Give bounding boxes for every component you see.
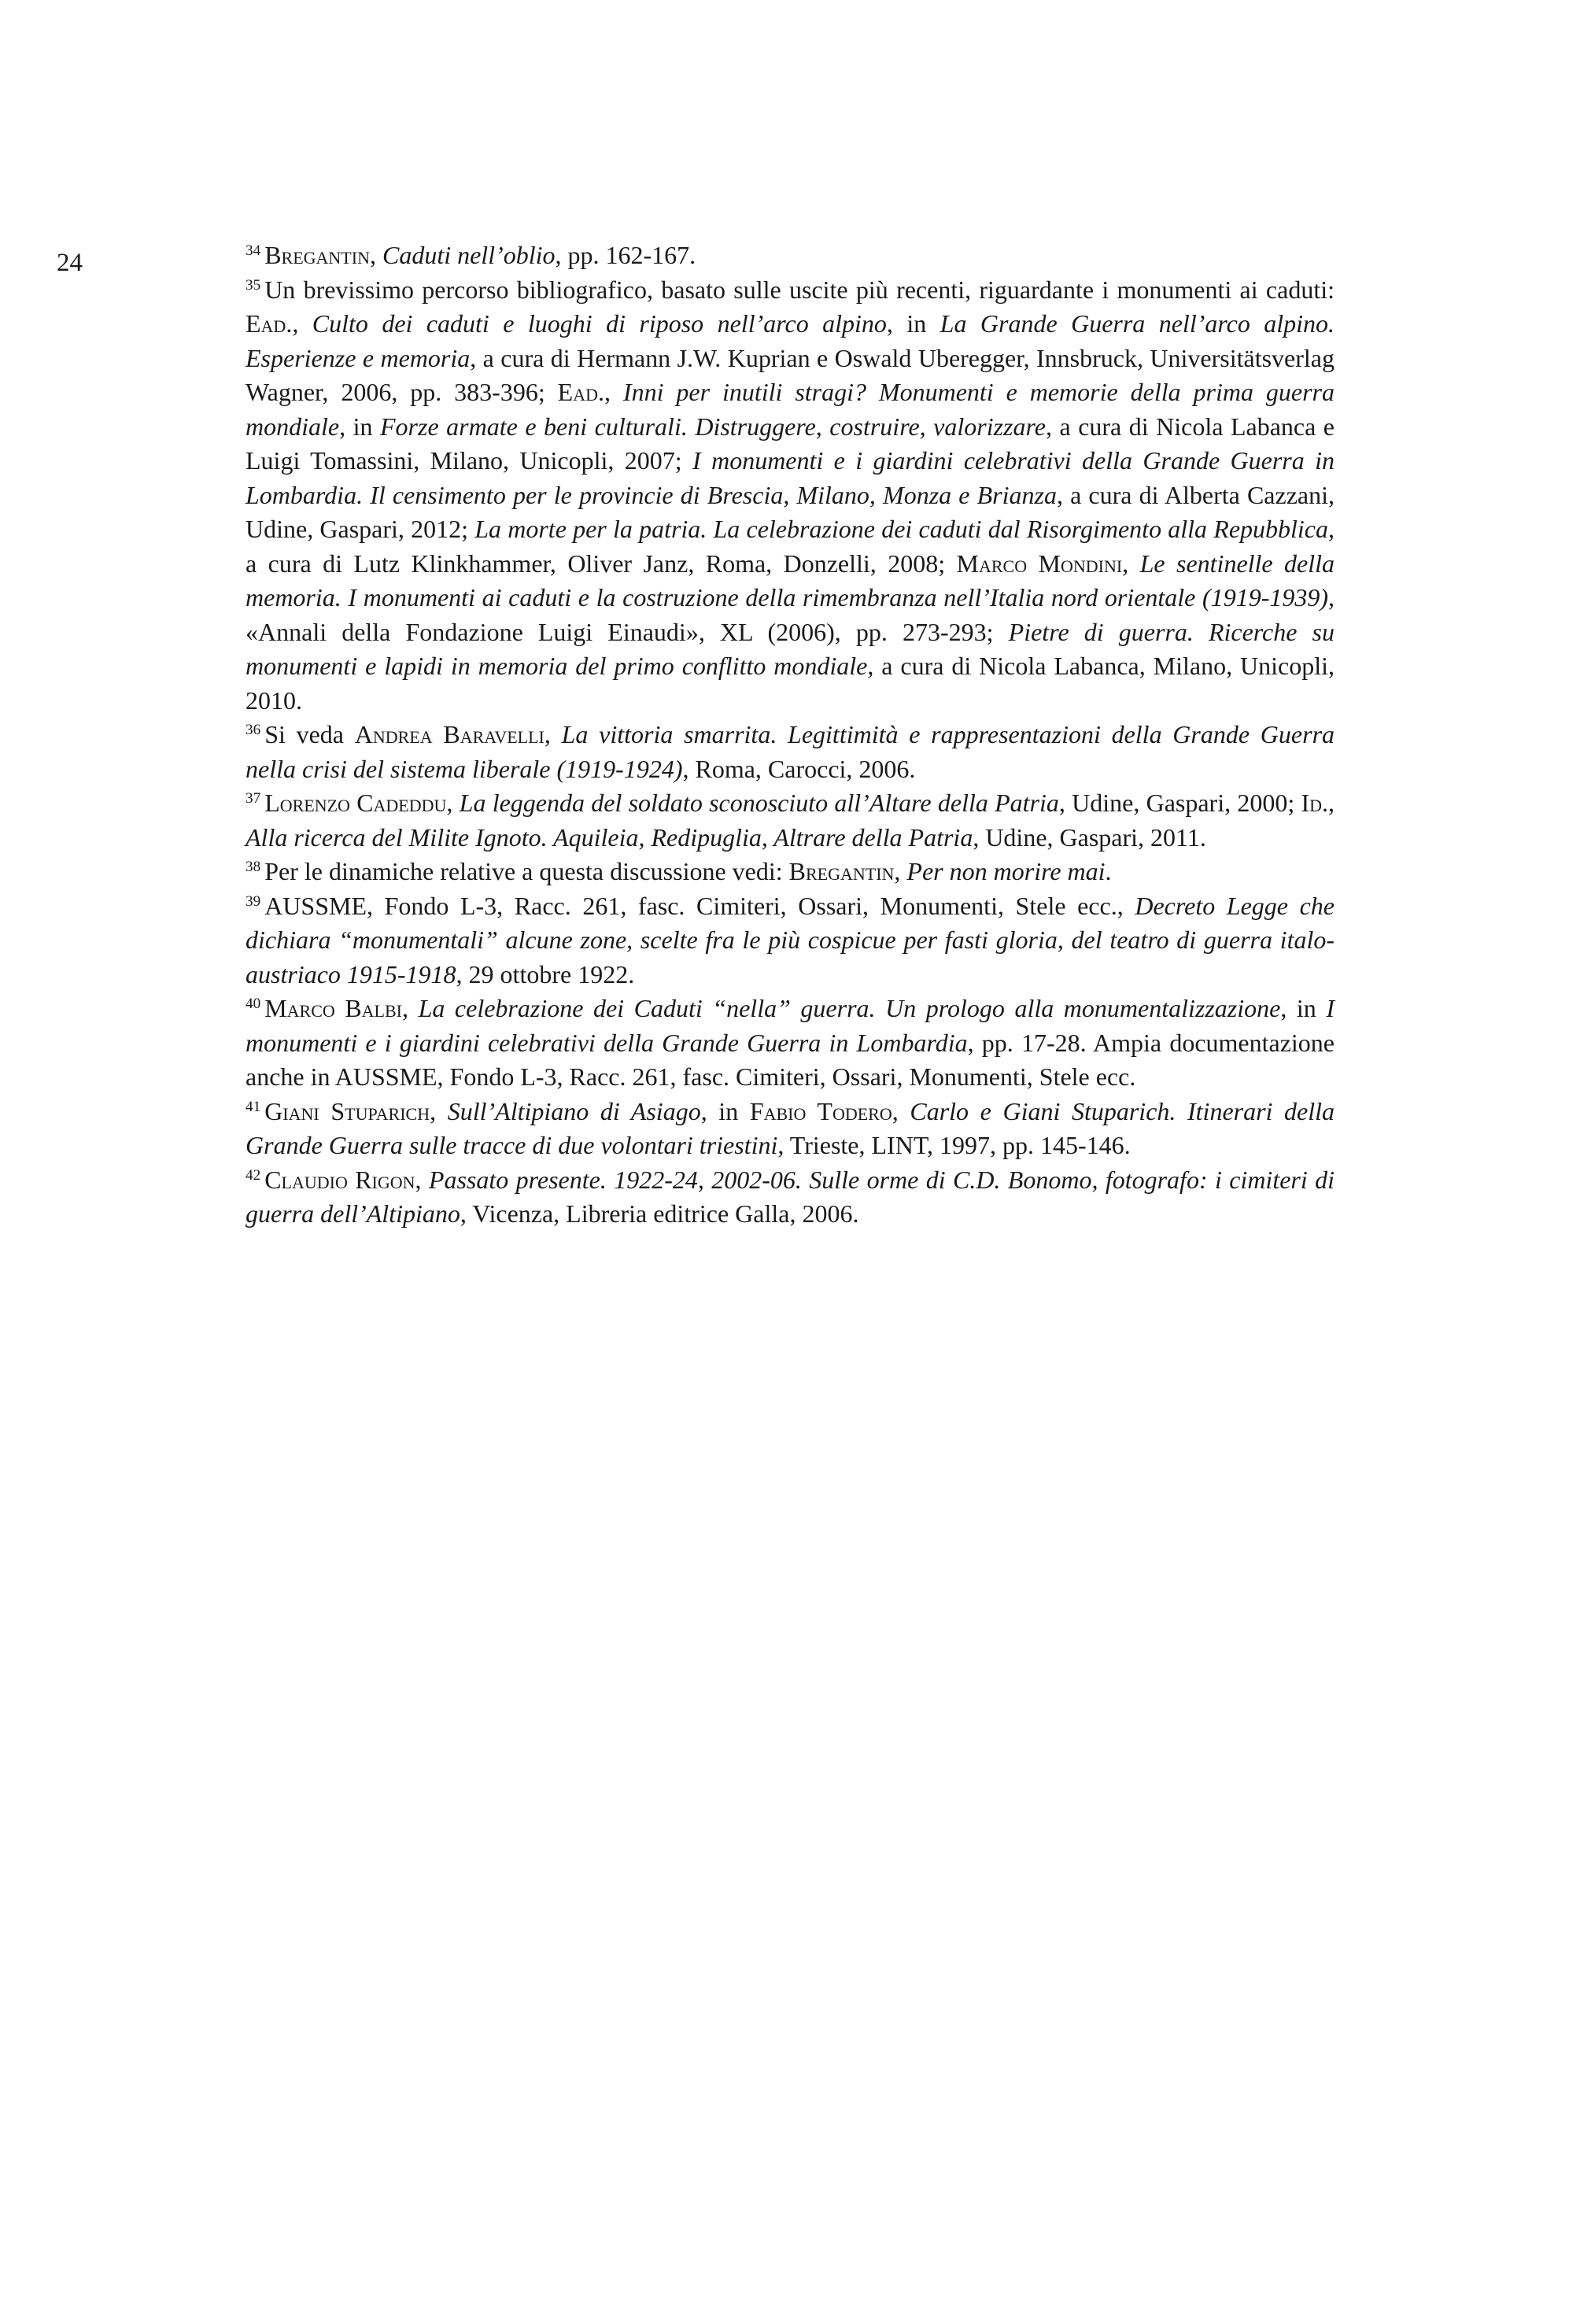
footnote-text: , in — [700, 1096, 750, 1125]
footnote-text: , Trieste, LINT, 1997, pp. 145-146. — [777, 1131, 1131, 1159]
footnote-author: Id. — [1301, 789, 1329, 817]
footnote-text: , a cura di Nicola Labanca e Luigi Tomassini, Milano, Unicopli, 2007; — [245, 412, 1335, 475]
footnote-text: , — [292, 309, 312, 338]
footnote-author: Claudio Rigon — [264, 1165, 415, 1194]
footnote-text: AUSSME, Fondo L-3, Racc. 261, fasc. Cimiteri, Ossari, Monumenti, Stele ecc., — [264, 891, 1135, 920]
footnote-author: Marco Balbi — [264, 994, 402, 1022]
footnote-author: Ead. — [557, 378, 604, 406]
footnote-number: 37 — [245, 790, 261, 807]
footnote-text: , Udine, Gaspari, 2011. — [973, 822, 1206, 852]
footnote-title: Culto dei caduti e luoghi di riposo nell’arco alpino — [312, 309, 887, 338]
footnote-number: 39 — [245, 892, 261, 910]
footnote-text: , — [544, 720, 562, 748]
footnote-text: , — [369, 241, 382, 269]
footnote — [245, 992, 1335, 1095]
footnote-text: , pp. 162-167. — [555, 241, 696, 269]
footnote-text: Si veda — [264, 720, 355, 748]
footnote-text: , — [1328, 789, 1335, 817]
footnote-title: La vittoria smarrita. Legittimità e rappresentazioni della Grande Guerra nella crisi del sistema liberale (1919-1924) — [245, 720, 1335, 783]
footnote-text: , Roma, Carocci, 2006. — [682, 754, 916, 783]
footnote-title: I monumenti e i giardini celebrativi della Grande Guerra in Lombardia — [245, 994, 1335, 1057]
footnote — [245, 273, 1335, 719]
footnote-text: , in — [1280, 994, 1327, 1022]
footnote-title: Alla ricerca del Milite Ignoto. Aquileia, Redipuglia, Altrare della Patria — [245, 822, 973, 852]
footnote — [245, 786, 1335, 855]
footnote-text: , a cura di Alberta Cazzani, Udine, Gaspari, 2012; — [245, 480, 1335, 543]
footnote-text: , — [1122, 549, 1140, 578]
footnote-text: , — [446, 789, 460, 817]
footnote-author: Bregantin — [788, 857, 895, 885]
footnote-text: , — [604, 378, 623, 406]
footnote-text: , — [415, 1165, 429, 1194]
footnote-number: 41 — [245, 1098, 261, 1115]
page-number: 24 — [57, 249, 83, 277]
footnote-author: Fabio Todero — [749, 1096, 892, 1125]
footnote-title: Decreto Legge che dichiara “monumentali” alcune zone, scelte fra le più cospicue per fasti gloria, del teatro di guerra italo-austriaco 1915-1918 — [245, 891, 1335, 988]
footnote-title: Caduti nell’oblio — [382, 241, 556, 269]
footnotes — [245, 238, 1335, 1232]
footnote-number: 35 — [245, 276, 261, 294]
footnote-title: La celebrazione dei Caduti “nella” guerra. Un prologo alla monumentalizzazione — [418, 994, 1281, 1022]
footnote-title: La Grande Guerra nell’arco alpino. Esperienze e memoria — [245, 309, 1335, 372]
footnote — [245, 1163, 1335, 1232]
footnote-text: , in — [886, 309, 940, 338]
footnote-text: , a cura di Hermann J.W. Kuprian e Oswald Uberegger, Innsbruck, Universitätsverlag Wagner, 2006, pp. 383-396; — [245, 343, 1335, 406]
footnote-title: Inni per inutili stragi? Monumenti e memorie della prima guerra mondiale — [245, 378, 1335, 441]
footnote-title: La leggenda del soldato sconosciuto all’Altare della Patria — [459, 789, 1059, 817]
footnote-author: Ead. — [245, 309, 293, 338]
footnote-text: , — [430, 1096, 448, 1125]
footnote-title: I monumenti e i giardini celebrativi della Grande Guerra in Lombardia. Il censimento per le provincie di Brescia, Milano, Monza e Brianza — [245, 446, 1335, 509]
footnote-author: Marco Mondini — [956, 549, 1123, 578]
footnote-text: , Udine, Gaspari, 2000; — [1058, 789, 1301, 817]
footnote-text: , 29 ottobre 1922. — [456, 959, 635, 988]
footnote-text: Per le dinamiche relative a questa discussione vedi: — [264, 857, 789, 885]
footnote — [245, 855, 1335, 889]
footnote-text: , — [892, 1096, 910, 1125]
footnote-title: Le sentinelle della memoria. I monumenti ai caduti e la costruzione della rimembranza nell’Italia nord orientale (1919-1939) — [245, 549, 1335, 611]
footnote-author: Andrea Baravelli — [354, 720, 545, 748]
footnote-text: , a cura di Nicola Labanca, Milano, Unicopli, 2010. — [245, 652, 1335, 715]
footnote-author: Lorenzo Cadeddu — [264, 789, 447, 817]
footnote-number: 42 — [245, 1166, 261, 1184]
footnote-title: La morte per la patria. La celebrazione dei caduti dal Risorgimento alla Repubblica — [474, 515, 1328, 543]
footnote-text: . — [1105, 857, 1112, 885]
footnote — [245, 238, 1335, 273]
footnote-author: Giani Stuparich — [264, 1096, 430, 1125]
footnote-title: Carlo e Giani Stuparich. Itinerari della Grande Guerra sulle tracce di due volontari triestini — [245, 1096, 1335, 1159]
footnote-text: , — [402, 994, 419, 1022]
footnote-number: 34 — [245, 242, 261, 260]
footnote-text: , pp. 17-28. Ampia documentazione anche in AUSSME, Fondo L-3, Racc. 261, fasc. Cimiteri, Ossari, Monumenti, Stele ecc. — [245, 1028, 1335, 1091]
footnote — [245, 889, 1335, 992]
footnote-title: Sull’Altipiano di Asiago — [447, 1096, 701, 1125]
footnote-text: , a cura di Lutz Klinkhammer, Oliver Janz, Roma, Donzelli, 2008; — [245, 515, 1335, 578]
footnote-text: , — [894, 857, 907, 885]
footnote-number: 40 — [245, 996, 261, 1013]
footnote — [245, 1095, 1335, 1163]
footnote-text: , in — [339, 412, 380, 441]
footnote-title: Pietre di guerra. Ricerche su monumenti e lapidi in memoria del primo conflitto mondiale — [245, 617, 1335, 680]
footnote-title: Per non morire mai — [906, 857, 1106, 885]
footnote — [245, 718, 1335, 786]
footnote-text: , «Annali della Fondazione Luigi Einaudi», XL (2006), pp. 273-293; — [245, 583, 1335, 646]
footnote-author: Bregantin — [264, 241, 370, 269]
footnote-text: , Vicenza, Libreria editrice Galla, 2006. — [460, 1199, 859, 1228]
footnote-number: 36 — [245, 722, 261, 739]
footnote-title: Passato presente. 1922-24, 2002-06. Sulle orme di C.D. Bonomo, fotografo: i cimiteri di guerra dell’Altipiano — [245, 1165, 1335, 1228]
footnote-number: 38 — [245, 859, 261, 876]
footnote-title: Forze armate e beni culturali. Distruggere, costruire, valorizzare — [380, 412, 1046, 441]
footnote-text: Un brevissimo percorso bibliografico, basato sulle uscite più recenti, riguardante i monumenti ai caduti: — [264, 275, 1335, 304]
